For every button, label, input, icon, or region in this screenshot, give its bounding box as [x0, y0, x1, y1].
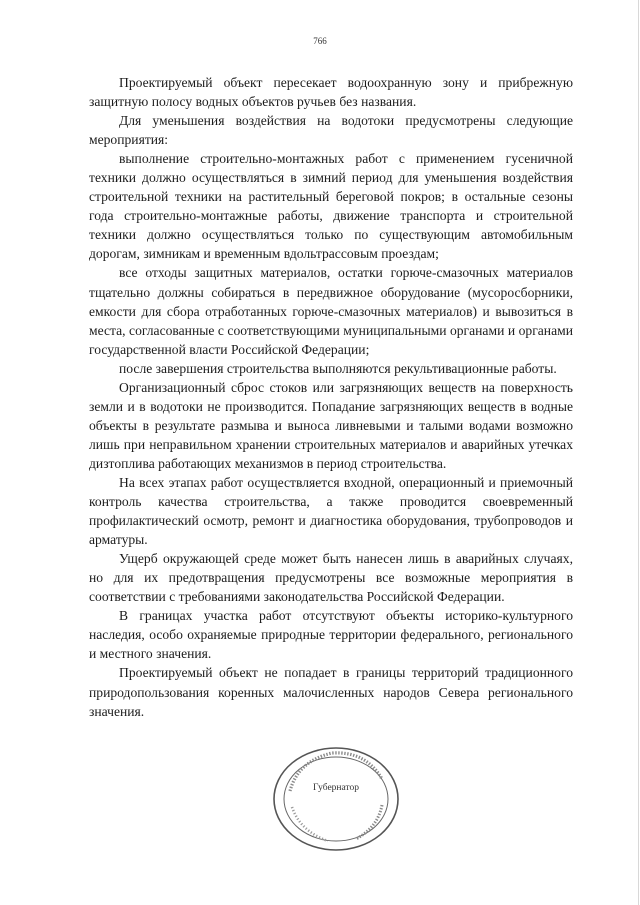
paragraph-7: На всех этапах работ осуществляется входной, операционный и приемочный контроль качества строительства, а также проводится своевременный профилактический осмотр, ремонт и диагностика оборудования, трубопроводов и арматуры. — [89, 474, 573, 548]
document-body — [89, 73, 573, 721]
scan-edge-line — [638, 0, 639, 905]
paragraph-6: Организационный сброс стоков или загрязняющих веществ на поверхность земли и в водотоки не производится. Попадание загрязняющих веществ в водные объекты в результате размыва и выноса ливневыми и талыми водами возможно лишь при неправильном хранении строительных материалов и аварийных утечках дизтоплива работающих механизмов в период строительства. — [89, 379, 573, 471]
stamp-center-text: Губернатор — [312, 783, 360, 793]
paragraph-4: все отходы защитных материалов, остатки горюче-смазочных материалов тщательно должны собираться в передвижное оборудование (мусоросборники, емкости для сбора отработанных горюче-смазочных материалов) и вывозиться в места, согласованные с соответствующими муниципальными органами и органами государственной власти Российской Федерации; — [89, 265, 573, 357]
paragraph-9: В границах участка работ отсутствуют объекты историко-культурного наследия, особо охраняемые природные территории федерального, регионального и местного значения. — [89, 608, 573, 662]
paragraph-10: Проектируемый объект не попадает в границы территорий традиционного природопользования коренных малочисленных народов Севера регионального значения. — [89, 665, 573, 719]
paragraph-1: Проектируемый объект пересекает водоохранную зону и прибрежную защитную полосу водных объектов ручьев без названия. — [89, 75, 573, 110]
paragraph-8: Ущерб окружающей среде может быть нанесен лишь в аварийных случаях, но для их предотвращения предусмотрены все возможные мероприятия в соответствии с требованиями законодательства Российской Федерации. — [89, 551, 573, 605]
page-number: 766 — [313, 36, 327, 46]
official-seal-stamp — [270, 743, 402, 853]
paragraph-3: выполнение строительно-монтажных работ с применением гусеничной техники должно осуществляться в зимний период для уменьшения воздействия строительной техники на растительный береговой покров; в остальные сезоны года строительно-монтажные работы, движение транспорта и строительной техники должно осуществляться только по существующим автомобильным дорогам, зимникам и временным вдольтрассовым проездам; — [89, 151, 573, 262]
paragraph-2: Для уменьшения воздействия на водотоки предусмотрены следующие мероприятия: — [89, 113, 573, 148]
paragraph-5: после завершения строительства выполняются рекультивационные работы. — [119, 360, 557, 376]
